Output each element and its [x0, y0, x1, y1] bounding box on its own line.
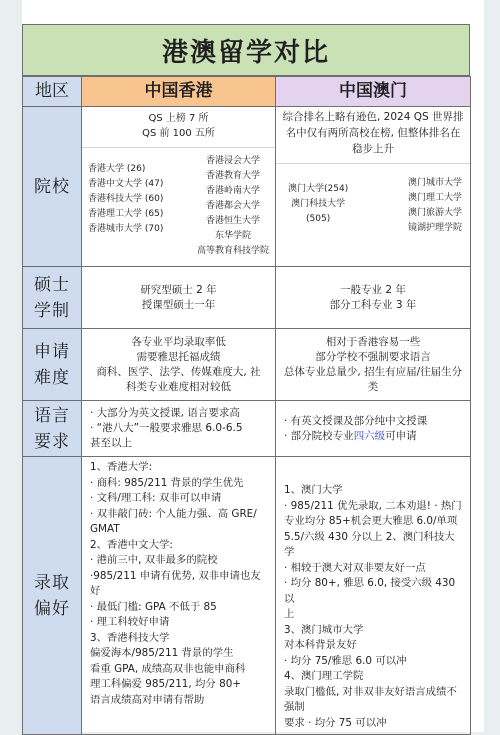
schools-row [23, 107, 471, 267]
university-item: 香港大学 (26) [88, 164, 146, 174]
row-label-preference: 录取 偏好 [23, 457, 82, 735]
mo-university-list-right [408, 176, 462, 236]
preference-row [23, 457, 471, 735]
macau-header: 中国澳门 [276, 77, 471, 107]
difficulty-row [23, 329, 471, 401]
mo-rank-summary: 综合排名上略有逊色, 2024 QS 世界排 名中仅有两所高校在榜, 但整体排名在 稳步上升 [276, 107, 470, 164]
mo-preference-cell: 1、澳门大学 · 985/211 优先录取, 二本劝退! · 热门 专业均分 85+机会更大雅思 6.0/单项 5.5/六级 430 分以上 2、澳门科技大学 · 相较于澳大对双非要友好一点 · 均分 80+, 雅思 6.0, 接受六级 430 以 上 3、澳门城市大学 对本科背景友好 · 均分 75/雅思 6.0 可以冲 4、澳门理工学院 录取门槛低, 对非双非友好语言成绩不强制 要求 · 均分 75 可以冲 [276, 457, 471, 735]
hk-rank-summary: QS 上榜 7 所 QS 前 100 五所 [82, 107, 275, 148]
university-item: 香港中文大学 (47) [88, 179, 164, 189]
header-row [23, 77, 471, 107]
hk-university-list-left [88, 154, 163, 259]
university-item: 澳门城市大学 [407, 178, 462, 188]
university-item: 香港浸会大学 [205, 156, 260, 166]
mo-masters-cell: 一般专业 2 年 部分工科专业 3 年 [276, 267, 471, 329]
university-item: 澳门旅游大学 [407, 208, 462, 218]
mo-university-list-left [288, 176, 348, 236]
university-item: 香港教育大学 [205, 171, 260, 181]
row-label-schools: 院校 [23, 107, 82, 267]
cet-highlight: 四六级 [353, 429, 386, 442]
university-item: 澳门科技大学 [291, 199, 346, 209]
university-item: 香港恒生大学 [205, 216, 260, 226]
hk-language-cell: · 大部分为英文授课, 语言要求高 · “港八大”一般要求雅思 6.0-6.5 甚至以上 [82, 401, 276, 457]
university-item: 澳门理工大学 [407, 193, 462, 203]
university-item: 高等教育科技学院 [196, 246, 269, 256]
hk-schools-cell [82, 107, 276, 267]
comparison-table [22, 76, 471, 735]
hk-difficulty-cell: 各专业平均录取率低 需要雅思托福成绩 商科、医学、法学、传媒难度大, 社 科类专业难度相对较低 [82, 329, 276, 401]
university-item: (505) [306, 214, 331, 224]
hk-preference-cell: 1、香港大学: · 商科: 985/211 背景的学生优先 · 文科/理工科: 双非可以申请 · 双非敲门砖: 个人能力强、高 GRE/ GMAT 2、香港中文大学: · 港前三中, 双非最多的院校 ·985/211 申请有优势, 双非申请也友 好 · 最低门槛: GPA 不低于 85 · 理工科较好申请 3、香港科技大学 偏爱海本/985/211 背景的学生 看重 GPA, 成绩高双非也能申商科 理工科偏爱 985/211, 均分 80+ 语言成绩高对申请有帮助 [82, 457, 276, 735]
masters-row [23, 267, 471, 329]
row-label-language: 语言 要求 [23, 401, 82, 457]
university-item: 香港科技大学 (60) [88, 194, 164, 204]
university-item: 香港岭南大学 [205, 186, 260, 196]
hk-university-list-right [197, 154, 269, 259]
university-item: 东华学院 [214, 231, 251, 241]
mo-schools-cell [276, 107, 471, 267]
mo-difficulty-cell: 相对于香港容易一些 部分学校不强制要求语言 总体专业总量少, 招生有应届/往届生分 类 [276, 329, 471, 401]
university-item: 香港都会大学 [205, 201, 260, 211]
university-item: 澳门大学(254) [288, 184, 349, 194]
region-header: 地区 [23, 77, 82, 107]
hk-masters-cell: 研究型硕士 2 年 授课型硕士一年 [82, 267, 276, 329]
language-row [23, 401, 471, 457]
university-item: 香港城市大学 (70) [88, 224, 164, 234]
row-label-masters: 硕士 学制 [23, 267, 82, 329]
page-title: 港澳留学对比 [22, 24, 470, 76]
university-item: 香港理工大学 (65) [88, 209, 164, 219]
row-label-difficulty: 申请 难度 [23, 329, 82, 401]
hong-kong-header: 中国香港 [82, 77, 276, 107]
mo-language-cell: · 有英文授课及部分纯中文授课 · 部分院校专业四六级可申请 [276, 401, 471, 457]
university-item: 镜湖护理学院 [407, 223, 462, 233]
